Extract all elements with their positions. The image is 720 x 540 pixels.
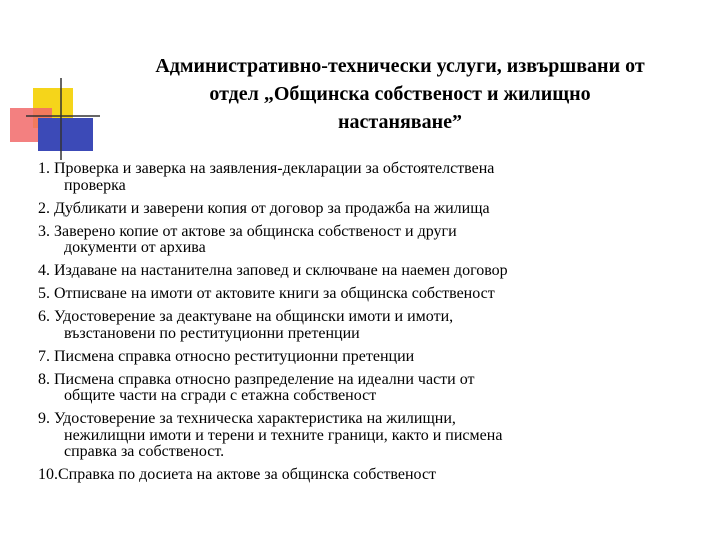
- list-item: [38, 161, 698, 194]
- item-line: справка за собственост.: [64, 443, 225, 460]
- item-line: 7. Писмена справка относно реституционни претенции: [38, 347, 415, 365]
- title-line: Административно-технически услуги, извършвани от: [155, 55, 645, 77]
- item-line: 8. Писмена справка относно разпределение на идеални части от: [38, 370, 475, 388]
- list-item: [38, 263, 698, 280]
- decorative-squares: [0, 0, 110, 170]
- item-line: 5. Отписване на имоти от актовите книги за общинска собственост: [38, 285, 495, 302]
- item-line: 3. Заверено копие от актове за общинска собственост и други: [38, 222, 457, 240]
- blue-square: [38, 118, 93, 151]
- item-line: 9. Удостоверение за техническа характеристика на жилищни,: [38, 410, 456, 427]
- item-line: 10.Справка по досиета на актове за общинска собственост: [38, 466, 437, 483]
- title-line: настаняване”: [337, 111, 462, 133]
- item-line: 1. Проверка и заверка на заявления-декларации за обстоятелствена: [38, 160, 495, 177]
- item-line: нежилищни имоти и терени и техните граници, както и писмена: [64, 426, 503, 444]
- item-line: 6. Удостоверение за деактуване на общински имоти и имоти,: [38, 308, 454, 325]
- item-line: 4. Издаване на настанителна заповед и сключване на наемен договор: [38, 262, 508, 279]
- page-title: [95, 52, 705, 136]
- list-item: [38, 309, 698, 342]
- list-item: [38, 372, 698, 405]
- list-item: [38, 286, 698, 303]
- list-item: [38, 201, 698, 218]
- item-line: проверка: [64, 176, 126, 194]
- list-item: [38, 349, 698, 366]
- list-item: [38, 411, 698, 461]
- list-item: [38, 467, 698, 484]
- item-line: 2. Дубликати и заверени копия от договор за продажба на жилища: [38, 199, 490, 217]
- item-line: общите части на сгради с етажна собственост: [64, 387, 377, 404]
- list-item: [38, 224, 698, 257]
- services-list: [38, 161, 698, 490]
- title-line: отдел „Общинска собственост и жилищно: [209, 83, 591, 105]
- item-line: възстановени по реституционни претенции: [64, 324, 360, 342]
- item-line: документи от архива: [64, 239, 206, 256]
